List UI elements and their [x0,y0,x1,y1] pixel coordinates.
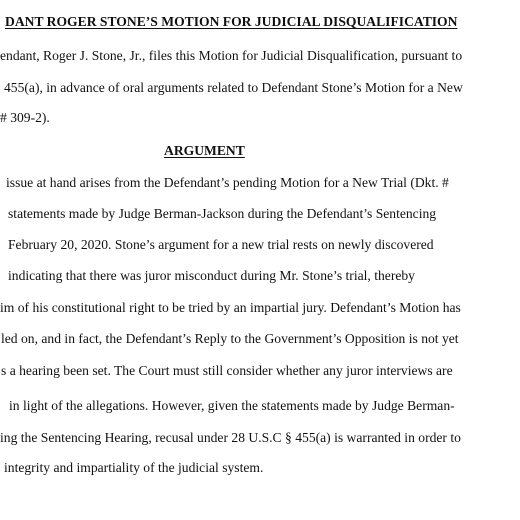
argument-line-4: indicating that there was juror misconduct during Mr. Stone’s trial, thereby [8,268,415,283]
argument-line-10: integrity and impartiality of the judicial system. [4,460,264,475]
argument-line-8: in light of the allegations. However, given the statements made by Judge Berman- [9,398,455,413]
argument-line-3: February 20, 2020. Stone’s argument for a new trial rests on newly discovered [8,237,434,252]
argument-line-5: im of his constitutional right to be tried by an impartial jury. Defendant’s Motion has [0,300,461,315]
argument-line-2: statements made by Judge Berman-Jackson during the Defendant’s Sentencing [8,206,437,221]
intro-line-1: endant, Roger J. Stone, Jr., files this Motion for Judicial Disqualification, pursuant to [0,48,463,63]
document-title: DANT ROGER STONE’S MOTION FOR JUDICIAL DISQUALIFICATION [5,14,458,29]
section-heading: ARGUMENT [164,143,245,158]
argument-line-6: led on, and in fact, the Defendant’s Reply to the Government’s Opposition is not yet [1,331,459,346]
intro-line-2: 455(a), in advance of oral arguments related to Defendant Stone’s Motion for a New [4,80,463,95]
argument-line-1: issue at hand arises from the Defendant’s pending Motion for a New Trial (Dkt. # [6,175,449,190]
argument-line-7: s a hearing been set. The Court must still consider whether any juror interviews are [1,363,453,378]
argument-line-9: ing the Sentencing Hearing, recusal under 28 U.S.C § 455(a) is warranted in order to [0,430,461,445]
intro-line-3: # 309-2). [0,110,50,125]
